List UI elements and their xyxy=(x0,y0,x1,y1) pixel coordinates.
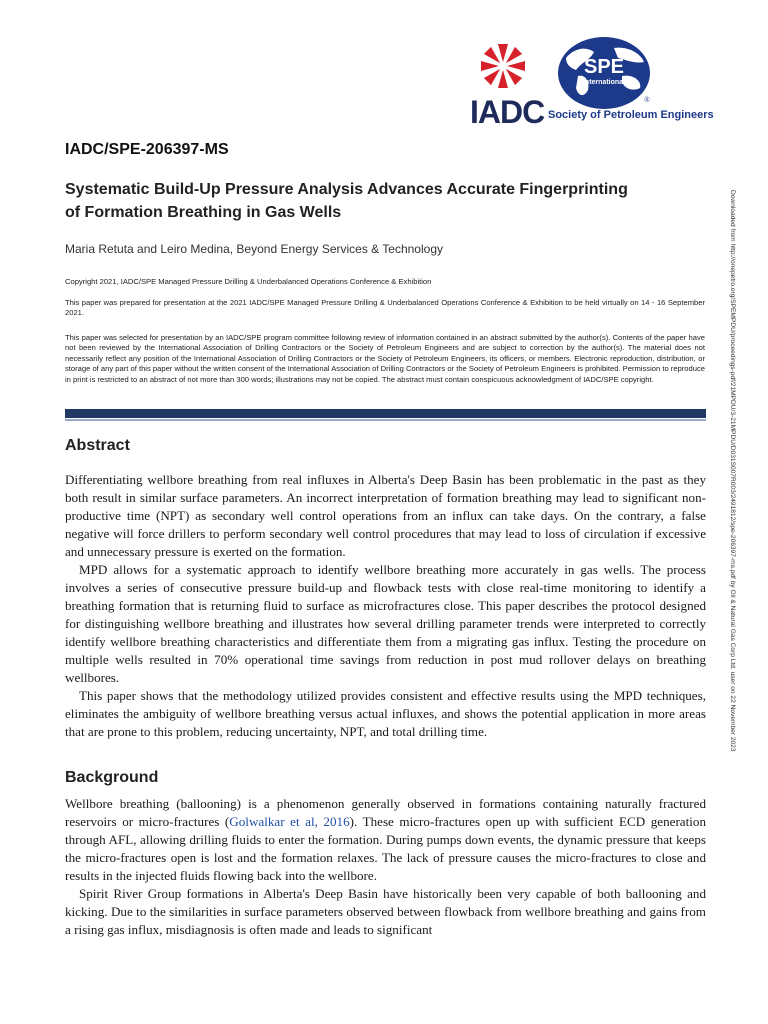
background-heading: Background xyxy=(65,769,159,786)
abstract-paragraph-3: This paper shows that the methodology utilized provides consistent and effective results using the MPD techniques, eliminates the ambiguity of wellbore breathing versus actual influxes, and shows the potential application in more areas that are prone to this problem, reducing uncertainty, NPT, and total drilling time. xyxy=(65,688,706,739)
header-logos xyxy=(466,36,714,130)
abstract-paragraph-2: MPD allows for a systematic approach to identify wellbore breathing more accurately in gas wells. The process involves a series of consecutive pressure build-up and flowback tests with close real-time monitoring to identify a breathing formation that is returning fluid to surface as microfractures close. This paper describes the protocol designed for distinguishing wellbore breathing and illustrates how several drilling parameter trends were interpreted to correctly identify wellbore breathing characteristics and differentiate them from a migrating gas influx. Testing the procedure on multiple wells resulted in 70% operational time savings from reduction in post mud rollover delays on breathing wellbores. xyxy=(65,562,706,685)
background-text-b: ). These micro-fractures open up with sufficient ECD generation through AFL, allowing drilling fluids to enter the formation. During pumps down events, the dynamic pressure that keeps the micro-fractures open is lost and the formation relaxes. The lack of pressure causes the micro-fractures to close and results in the injected fluids flowing back into the wellbore. xyxy=(65,814,706,883)
spe-globe-subtext: International xyxy=(582,79,626,86)
spe-caption: Society of Petroleum Engineers xyxy=(548,109,714,121)
abstract-paragraph-1: Differentiating wellbore breathing from real influxes in Alberta's Deep Basin has been problematic in the past as they both result in similar surface parameters. An incorrect interpretation of formation breathing may lead to significant non-productive time (NPT) as secondary well control operations from an influx can take days. On the contrary, a false negative will force drillers to perform secondary well control procedures that may lead to loss of circulation if excessive and unnecessary pressure is exerted on the formation. xyxy=(65,472,706,559)
header-divider xyxy=(65,409,706,418)
paper-title-line2: of Formation Breathing in Gas Wells xyxy=(65,204,342,221)
header-divider-thin xyxy=(65,419,706,421)
background-paragraph-2: Spirit River Group formations in Alberta's Deep Basin have historically been very capable of both ballooning and kicking. Due to the similarities in surface parameters observed between flowback from wellbore breathing and gains from a rising gas influx, misdiagnosis is often made and leads to significant xyxy=(65,886,706,937)
paper-id: IADC/SPE-206397-MS xyxy=(65,141,229,158)
citation-link[interactable]: Golwalkar et al, 2016 xyxy=(229,814,350,829)
paper-title-line1: Systematic Build-Up Pressure Analysis Advances Accurate Fingerprinting xyxy=(65,181,628,198)
background-body xyxy=(65,795,706,939)
iadc-wordmark: IADC xyxy=(470,94,545,130)
authors: Maria Retuta and Leiro Medina, Beyond Energy Services & Technology xyxy=(65,242,443,256)
background-text-a: Wellbore breathing (ballooning) is a phenomenon generally observed in formations containing naturally fractured reservoirs or micro-fractures ( xyxy=(65,796,706,829)
abstract-heading: Abstract xyxy=(65,437,130,454)
prepared-notice: This paper was prepared for presentation at the 2021 IADC/SPE Managed Pressure Drilling & Underbalanced Operations Conference & Exhibition to be held virtually on 14 - 16 September 2021. xyxy=(65,298,705,318)
spe-globe-text: SPE xyxy=(583,56,625,78)
paper-title xyxy=(65,178,705,224)
background-paragraph-1 xyxy=(65,795,706,885)
abstract-body xyxy=(65,471,706,741)
download-side-note: Downloaded from http://onepetro.org/SPEMPDU/proceedings-pdf/21MPDU/3-21MPDU/D031S007R003/2491812/spe-206397-ms.pdf by Oil & Natural Gas Corp Ltd. user on 22 November 2023 xyxy=(729,190,736,752)
copyright-notice: Copyright 2021, IADC/SPE Managed Pressure Drilling & Underbalanced Operations Conference & Exhibition xyxy=(65,277,432,286)
registered-mark: ® xyxy=(644,97,650,104)
spe-globe-icon xyxy=(556,36,652,110)
selection-notice: This paper was selected for presentation by an IADC/SPE program committee following review of information contained in an abstract submitted by the author(s). Contents of the paper have not been reviewed by the International Association of Drilling Contractors or the Society of Petroleum Engineers and are subject to correction by the author(s). The material does not necessarily reflect any position of the International Association of Drilling Contractors or the Society of Petroleum Engineers, its officers, or members. Electronic reproduction, distribution, or storage of any part of this paper without the written consent of the International Association of Drilling Contractors or the Society of Petroleum Engineers is prohibited. Permission to reproduce in print is restricted to an abstract of not more than 300 words; illustrations may not be copied. The abstract must contain conspicuous acknowledgment of IADC/SPE copyright. xyxy=(65,333,705,384)
